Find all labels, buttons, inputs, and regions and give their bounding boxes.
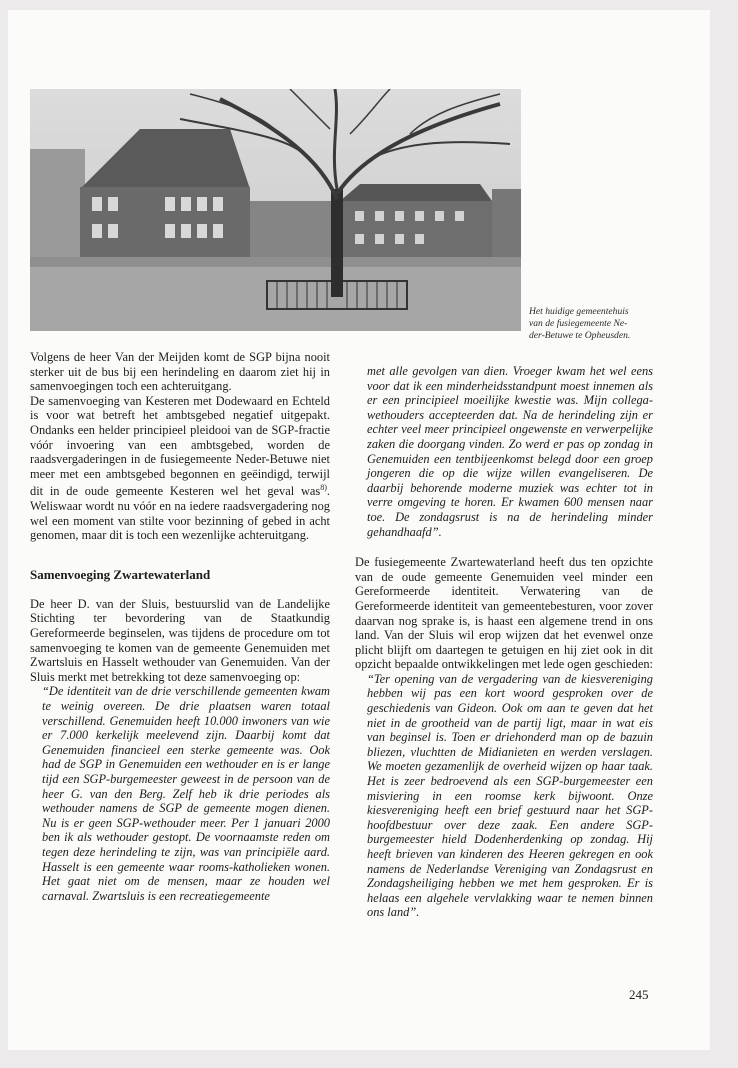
- left-column: [30, 350, 330, 903]
- footnote-ref: 8): [320, 483, 327, 493]
- section-heading: Samenvoeging Zwartewaterland: [30, 566, 211, 582]
- photo-caption: [529, 306, 669, 342]
- caption-line: der-Betuwe te Opheusden.: [529, 330, 631, 341]
- paragraph: [30, 394, 330, 543]
- spacer: [355, 539, 653, 555]
- paragraph: Volgens de heer Van der Meijden komt de SGP bijna nooit sterker uit de bus bij een herindeling en daarom ziet hij in samenvoegingen toch een achteruitgang.: [30, 350, 330, 394]
- paragraph-text: De samenvoeging van Kesteren met Dodewaard en Echteld is voor wat betreft het ambtsgebed negatief uitgepakt. Ondanks een helder principieel pleidooi van de SGP-fractie vóór invoering van een ambtsgebed, worden de raadsvergaderingen in de fusiegemeente Neder-Betuwe niet meer met een ambtsgebed begonnen en geëindigd, terwijl dit in de oude gemeente Kesteren wel het geval was: [30, 393, 330, 499]
- town-hall-photo: [30, 89, 521, 331]
- page-number: 245: [629, 987, 649, 1002]
- quote: “De identiteit van de drie verschillende gemeenten kwam te weinig overeen. De drie plaatsen waren totaal verschillend. Genemuiden heeft 10.000 inwoners van wie er 7.000 kerkelijk meelevend zijn. Daarbij komt dat Genemuiden financieel een sterke gemeente was. Ook had de SGP in Genemuiden een wethouder en is er lange tijd een SGP-burgemeester geweest in de persoon van de heer G. van den Berg. Zelf heb ik drie periodes als wethouder namens de SGP de gemeente mogen dienen. Nu is er geen SGP-wethouder meer. Per 1 januari 2000 ben ik als wethouder gestopt. De voornaamste reden om tegen deze herindeling te zijn, was van principiële aard. Hasselt is een gemeente waar rooms-katholieken wonen. Het gaat niet om de mensen, maar ze houden wel carnaval. Zwartsluis is een recreatiegemeente: [42, 684, 330, 903]
- paragraph: De heer D. van der Sluis, bestuurslid van de Landelijke Stichting ter bevordering van de Staatkundig Gereformeerde beginselen, was tijdens de procedure om tot samenvoeging te komen van de gemeente Genemuiden met Zwartsluis en Hasselt wethouder van Genemuiden. Van der Sluis merkt met betrekking tot deze samenvoeging op:: [30, 596, 330, 684]
- caption-line: van de fusiegemeente Ne-: [529, 318, 628, 329]
- paragraph: De fusiegemeente Zwartewaterland heeft dus ten opzichte van de oude gemeente Genemuiden veel minder een Gereformeerde identiteit. Verwatering van de Gereformeerde identiteit van gemeentebesturen, voor zover daarvan nog sprake is, is haast een algemene trend in ons land. Van der Sluis wil erop wijzen dat het evenwel onze plicht blijft om daartegen te getuigen en hij ziet ook in dit opzicht bepaalde ontwikkelingen met lede ogen geschieden:: [355, 555, 653, 672]
- right-column: [355, 364, 653, 920]
- paragraph-text: . Weliswaar wordt nu vóór en na iedere raadsvergadering nog wel een moment van stilte voor bezinning of gebed in acht genomen, maar dit is toch een wezenlijke achteruitgang.: [30, 484, 330, 543]
- spacer: [30, 543, 330, 567]
- quote: met alle gevolgen van dien. Vroeger kwam het wel eens voor dat ik een minderheidsstandpunt moest innemen als er een principieel moeilijke kwestie was. Mijn collega-wethouders accepteerden dat. Na de herindeling zijn er echter veel meer principieel ongewenste en verwerpelijke zaken die doorgang vinden. Zo werd er pas op zondag in Genemuiden een tentbijeenkomst belegd door een groep jongeren die op die wijze willen evangeliseren. De daarbij behorende moderne muziek was echter tot in verre omgeving te horen. Er kwamen 600 mensen naar toe. De zondagsrust is na de herindeling minder gehandhaafd”.: [367, 364, 653, 539]
- quote: “Ter opening van de vergadering van de kiesvereniging hebben wij pas een kort woord gesproken over de geschiedenis van Gideon. Ook om aan te geven dat het niet in de grootheid van de partij ligt, maar in wat eis van beginsel is. Toen er driehonderd man op de bazuin bliezen, vluchtten de Midianieten en werden verslagen. We moeten gezamenlijk de overheid wijzen op haar taak. Het is zeer bedroevend als een SGP-burgemeester een misviering in een roomse kerk bijwoont. Onze kiesvereniging heeft een brief gestuurd naar het SGP-hoofdbestuur over deze zaak. Een andere SGP-burgemeester hield Dodenherdenking op zondag. Hij heeft brieven van kinderen des Heeren gekregen en ook namens de Nederlandse Vereniging van Zondagsrust en Zondagsheiliging hebben we met hem gesproken. Er is helaas een algehele vervlakking waar te nemen binnen ons land”.: [367, 671, 653, 920]
- caption-line: Het huidige gemeentehuis: [529, 306, 629, 317]
